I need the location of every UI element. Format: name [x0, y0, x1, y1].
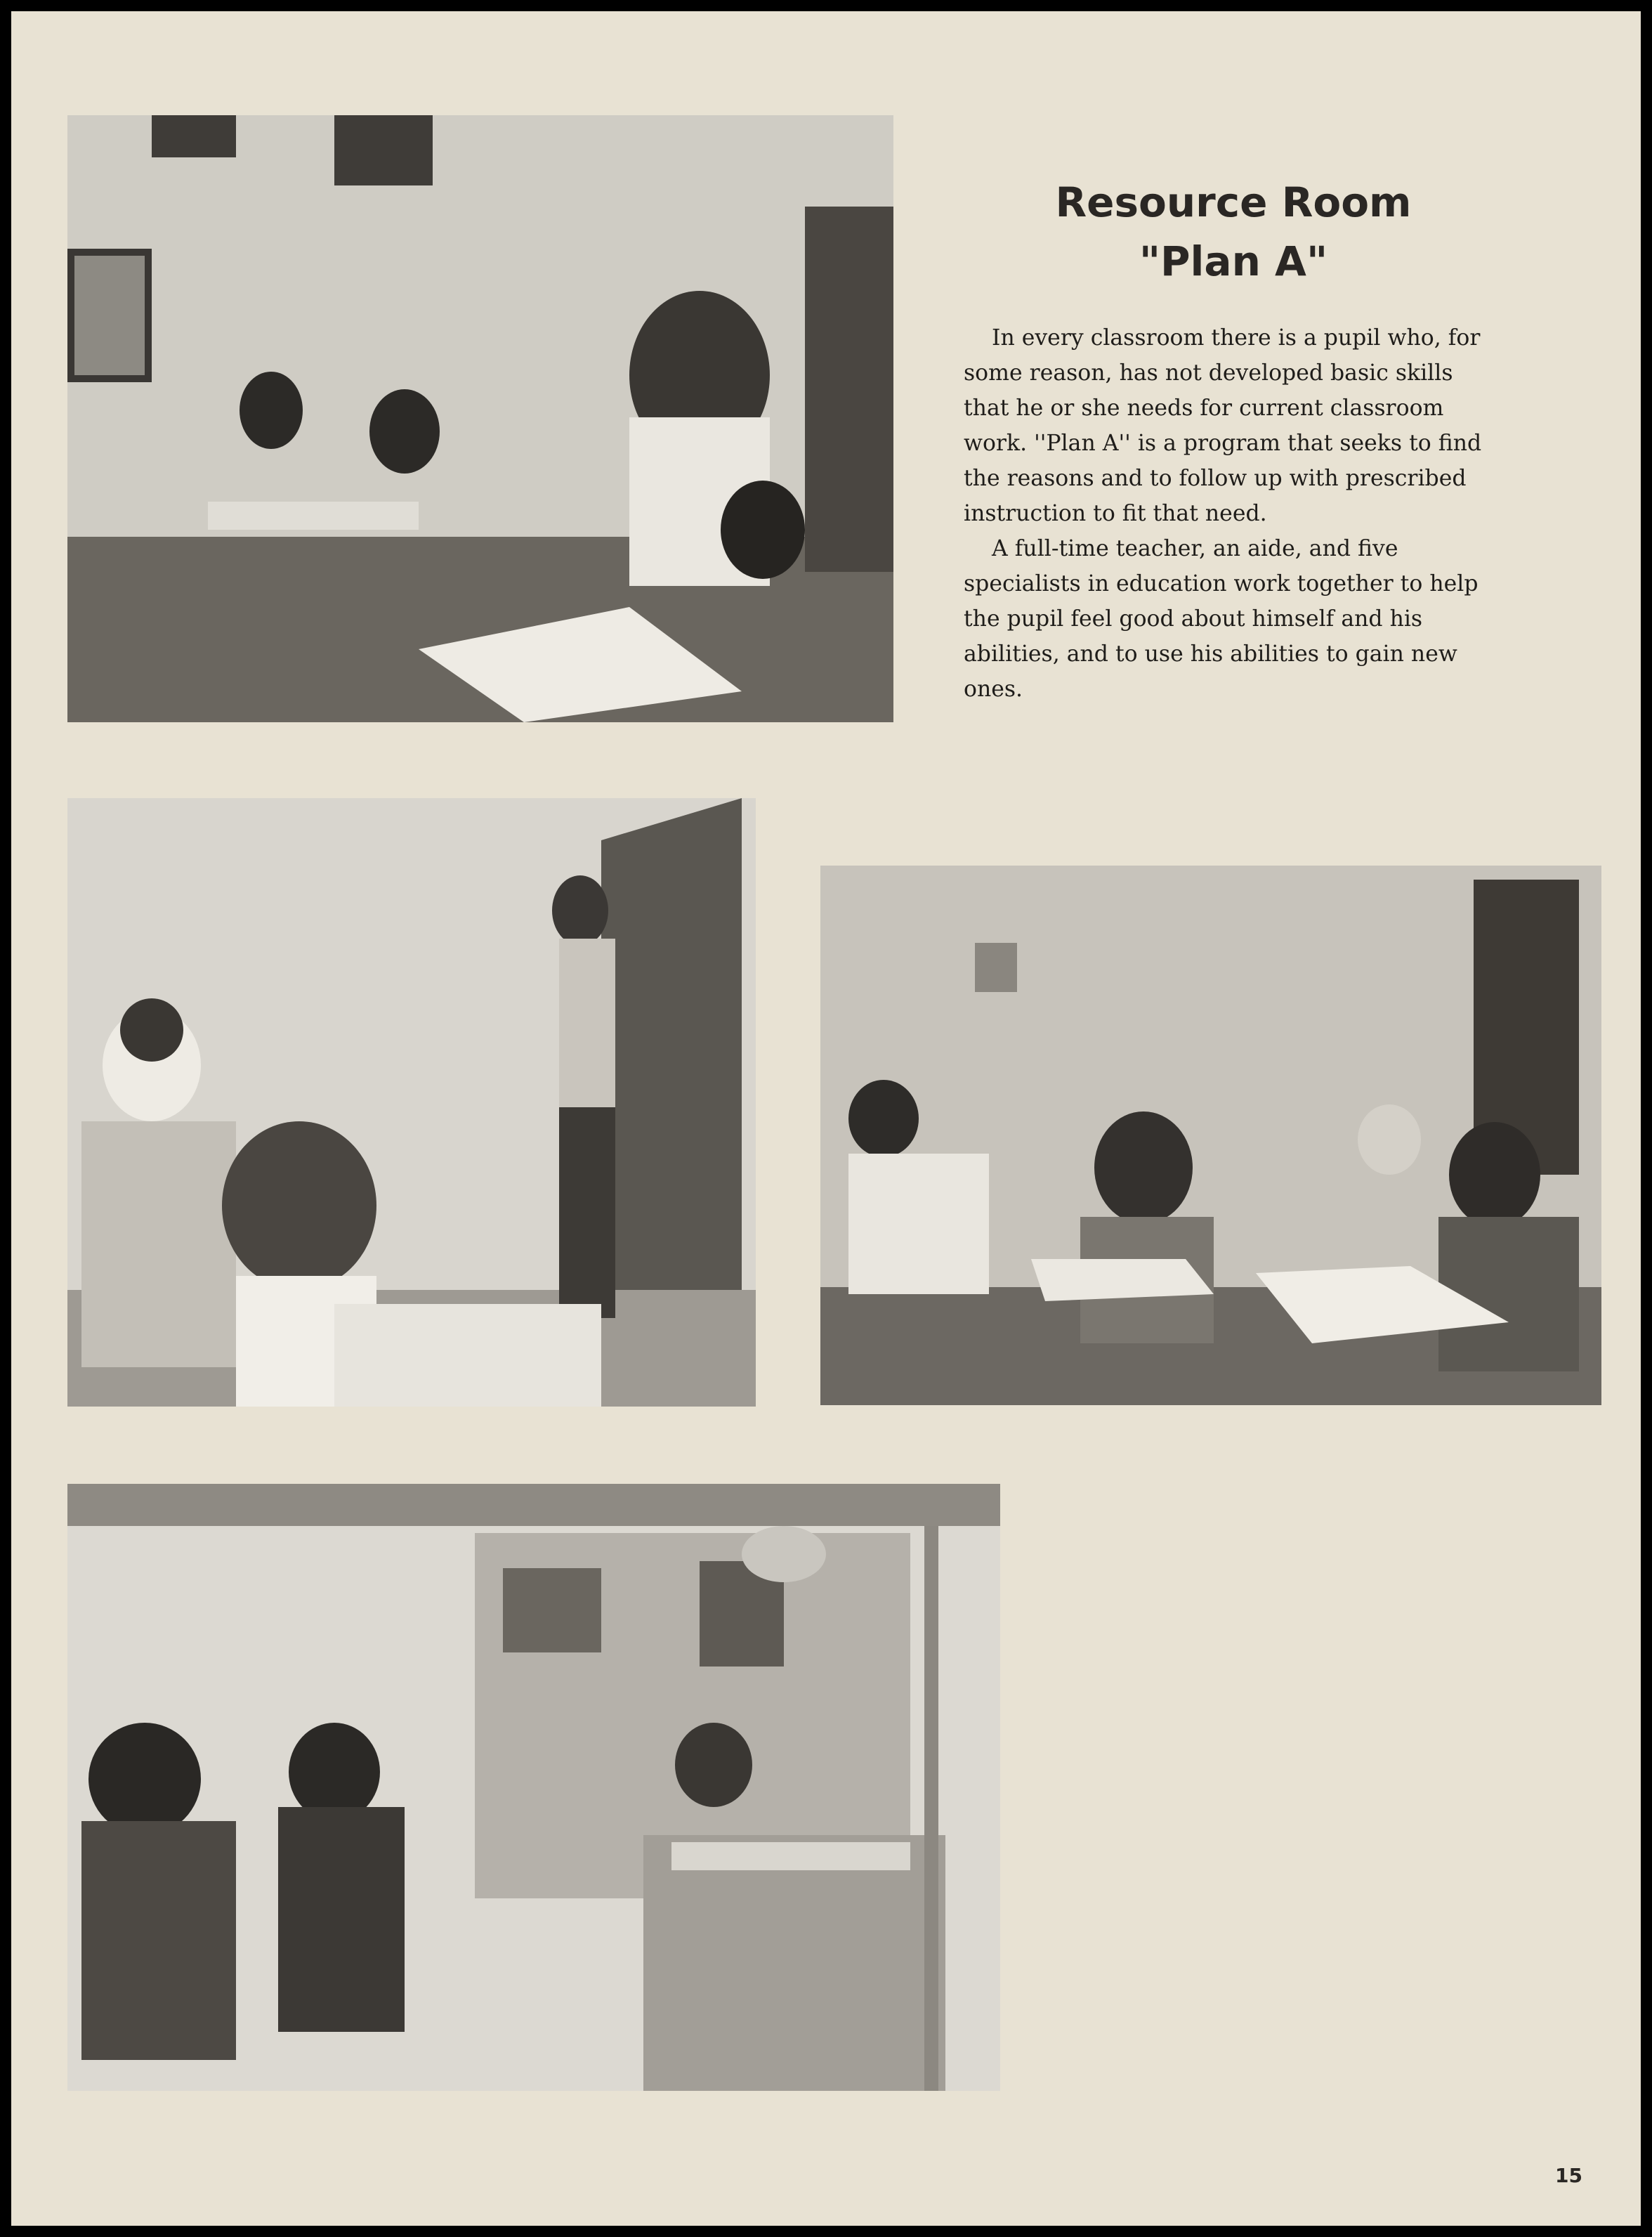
- yearbook-page: [11, 11, 1641, 2226]
- photo-teacher-helping-student: [67, 115, 893, 722]
- title-line-1: Resource Room: [1055, 178, 1412, 226]
- paragraph-1: In every classroom there is a pupil who, for some reason, has not developed basic skills that he or she needs for current classroom work. ''Plan A'' is a program that seeks to find the reasons and to follow up with prescribed instruction to fit that need.: [964, 325, 1482, 526]
- page-number: 15: [1555, 2164, 1582, 2187]
- page-title: [952, 173, 1514, 291]
- title-line-2: "Plan A": [1139, 237, 1328, 285]
- paragraph-2: A full-time teacher, an aide, and five specialists in education work together to help the pupil feel good about himself and his abilities, and to use his abilities to gain new ones.: [964, 536, 1479, 702]
- photo-boy-at-chalkboard: [67, 798, 756, 1407]
- photo-students-with-projector: [67, 1484, 1000, 2091]
- article-body: [964, 320, 1497, 707]
- photo-students-at-desks: [820, 866, 1601, 1405]
